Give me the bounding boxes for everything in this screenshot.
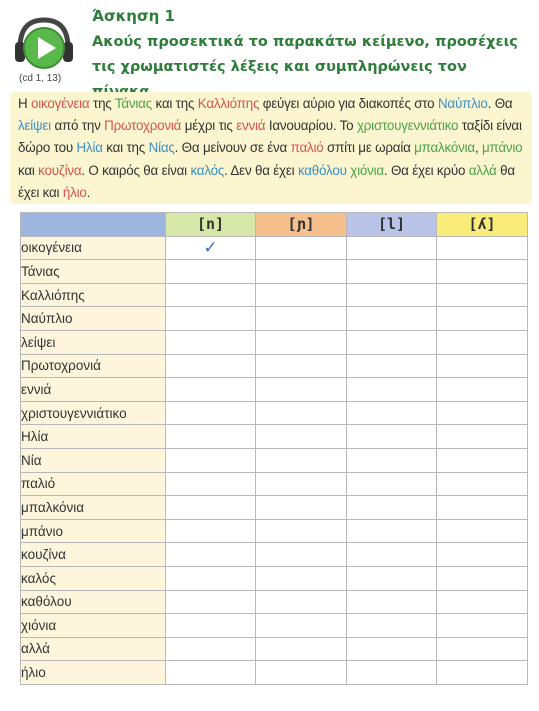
answer-cell-n[interactable] (166, 236, 256, 260)
highlight-word: μπάνιο (482, 140, 523, 156)
answer-cell-n[interactable] (166, 519, 256, 543)
answer-cell-palatal-l[interactable] (437, 661, 528, 685)
answer-cell-palatal-l[interactable] (437, 496, 528, 520)
answer-cell-palatal-n[interactable] (256, 307, 347, 331)
answer-cell-palatal-l[interactable] (437, 519, 528, 543)
answer-cell-palatal-l[interactable] (437, 472, 528, 496)
passage-text: σπίτι με ωραία (323, 140, 415, 156)
answer-cell-l[interactable] (347, 401, 437, 425)
answer-cell-palatal-n[interactable] (256, 637, 347, 661)
row-word: μπαλκόνια (21, 496, 166, 520)
sound-classification-table (20, 212, 528, 685)
table-row (21, 661, 528, 685)
highlight-word: Νίας (148, 140, 175, 156)
answer-cell-palatal-l[interactable] (437, 330, 528, 354)
answer-cell-n[interactable] (166, 496, 256, 520)
row-word: ήλιο (21, 661, 166, 685)
answer-cell-palatal-l[interactable] (437, 283, 528, 307)
row-word: Ναύπλιο (21, 307, 166, 331)
answer-cell-l[interactable] (347, 566, 437, 590)
answer-cell-palatal-n[interactable] (256, 448, 347, 472)
column-header-word (21, 213, 166, 237)
answer-cell-palatal-l[interactable] (437, 543, 528, 567)
table-row (21, 378, 528, 402)
answer-cell-l[interactable] (347, 614, 437, 638)
answer-cell-palatal-l[interactable] (437, 425, 528, 449)
answer-cell-palatal-n[interactable] (256, 425, 347, 449)
answer-cell-palatal-n[interactable] (256, 236, 347, 260)
passage-text: και της (102, 140, 149, 156)
instruction-line-2: τις χρωματιστές λέξεις και συμπληρώνεις τον (92, 59, 467, 75)
passage-text: . Θα έχει κρύο (383, 162, 469, 178)
passage-text: . Δεν θα έχει (224, 162, 298, 178)
answer-cell-n[interactable] (166, 543, 256, 567)
answer-cell-n[interactable] (166, 637, 256, 661)
row-word: εννιά (21, 378, 166, 402)
answer-cell-n[interactable] (166, 283, 256, 307)
row-word: αλλά (21, 637, 166, 661)
play-headphones-icon[interactable] (12, 14, 76, 74)
row-word: κουζίνα (21, 543, 166, 567)
highlight-word: Πρωτοχρονιά (104, 118, 182, 134)
answer-cell-palatal-l[interactable] (437, 448, 528, 472)
row-word: Νία (21, 448, 166, 472)
answer-cell-n[interactable] (166, 354, 256, 378)
passage-text: Η (18, 96, 31, 111)
table-row (21, 614, 528, 638)
table-row (21, 519, 528, 543)
passage-text: από την (50, 118, 105, 134)
highlight-word: λείψει (18, 118, 51, 134)
row-word: Ηλία (21, 425, 166, 449)
row-word: λείψει (21, 330, 166, 354)
passage-text: θα έχει και (18, 162, 515, 200)
answer-cell-palatal-n[interactable] (256, 661, 347, 685)
answer-cell-palatal-l[interactable] (437, 354, 528, 378)
table-row (21, 330, 528, 354)
highlight-word: Ναύπλιο (437, 96, 488, 111)
answer-cell-l[interactable] (347, 307, 437, 331)
highlight-word: Τάνιας (114, 96, 152, 111)
answer-cell-n[interactable] (166, 260, 256, 284)
passage-text: . Ο καιρός θα είναι (81, 162, 191, 178)
answer-cell-l[interactable] (347, 448, 437, 472)
answer-cell-l[interactable] (347, 661, 437, 685)
table-row (21, 401, 528, 425)
answer-cell-l[interactable] (347, 260, 437, 284)
answer-cell-n[interactable] (166, 307, 256, 331)
answer-cell-palatal-n[interactable] (256, 496, 347, 520)
table-row (21, 354, 528, 378)
row-word: καλός (21, 566, 166, 590)
answer-cell-palatal-n[interactable] (256, 614, 347, 638)
table-row (21, 260, 528, 284)
passage-text: και της (151, 96, 198, 111)
exercise-header (0, 0, 539, 92)
row-word: παλιό (21, 472, 166, 496)
answer-cell-l[interactable] (347, 330, 437, 354)
answer-cell-l[interactable] (347, 354, 437, 378)
answer-cell-palatal-n[interactable] (256, 566, 347, 590)
highlight-word: ήλιο (62, 184, 87, 200)
table-row (21, 307, 528, 331)
answer-cell-palatal-n[interactable] (256, 260, 347, 284)
answer-cell-palatal-l[interactable] (437, 236, 528, 260)
row-word: μπάνιο (21, 519, 166, 543)
table-header-row (21, 213, 528, 237)
row-word: Τάνιας (21, 260, 166, 284)
answer-cell-n[interactable] (166, 448, 256, 472)
highlight-word: Ηλία (76, 140, 103, 156)
instruction-line-1: Ακούς προσεκτικά το παρακάτω κείμενο, προσέχεις (92, 34, 518, 50)
answer-cell-l[interactable] (347, 496, 437, 520)
row-word: χριστουγεννιάτικο (21, 401, 166, 425)
table-row (21, 448, 528, 472)
passage-text: . Θα μείνουν σε ένα (174, 140, 291, 156)
answer-cell-n[interactable] (166, 425, 256, 449)
passage-text: . Θα (487, 96, 513, 111)
answer-cell-palatal-l[interactable] (437, 260, 528, 284)
highlight-word: παλιό (290, 140, 324, 156)
answer-cell-palatal-n[interactable] (256, 283, 347, 307)
answer-cell-l[interactable] (347, 543, 437, 567)
passage-text: ταξίδι είναι δώρο του (18, 118, 522, 156)
answer-cell-l[interactable] (347, 637, 437, 661)
highlight-word: εννιά (236, 118, 266, 134)
highlight-word: καθόλου (297, 162, 347, 178)
passage-text: μέχρι τις (181, 118, 237, 134)
answer-cell-l[interactable] (347, 236, 437, 260)
answer-cell-palatal-n[interactable] (256, 401, 347, 425)
highlight-word: μπαλκόνια (414, 140, 475, 156)
answer-cell-n[interactable] (166, 661, 256, 685)
table-row (21, 590, 528, 614)
answer-cell-palatal-n[interactable] (256, 519, 347, 543)
answer-cell-n[interactable] (166, 378, 256, 402)
answer-cell-palatal-n[interactable] (256, 354, 347, 378)
exercise-title: Άσκηση 1 (92, 7, 175, 25)
answer-cell-palatal-l[interactable] (437, 637, 528, 661)
column-header-n: [n] (166, 213, 256, 237)
answer-cell-l[interactable] (347, 378, 437, 402)
answer-cell-l[interactable] (347, 519, 437, 543)
table-row (21, 425, 528, 449)
answer-cell-palatal-l[interactable] (437, 307, 528, 331)
table-row (21, 637, 528, 661)
highlight-word: χριστουγεννιάτικο (356, 118, 459, 134)
table-row (21, 472, 528, 496)
passage-text: και (18, 162, 39, 178)
answer-cell-palatal-n[interactable] (256, 590, 347, 614)
table-row (21, 496, 528, 520)
answer-cell-palatal-l[interactable] (437, 590, 528, 614)
row-word: Πρωτοχρονιά (21, 354, 166, 378)
answer-cell-n[interactable] (166, 330, 256, 354)
answer-cell-n[interactable] (166, 401, 256, 425)
passage-text: , (474, 140, 482, 156)
passage-text: της (89, 96, 115, 111)
cd-track-label: (cd 1, 13) (19, 73, 62, 84)
answer-cell-l[interactable] (347, 590, 437, 614)
row-word: καθόλου (21, 590, 166, 614)
table-row (21, 236, 528, 260)
highlight-word: Καλλιόπης (197, 96, 260, 111)
row-word: χιόνια (21, 614, 166, 638)
highlight-word: χιόνια (350, 162, 384, 178)
column-header-palatal-l: [ʎ] (437, 213, 528, 237)
answer-cell-palatal-n[interactable] (256, 330, 347, 354)
answer-cell-palatal-n[interactable] (256, 472, 347, 496)
row-word: Καλλιόπης (21, 283, 166, 307)
passage-text: Ιανουαρίου. Το (265, 118, 357, 134)
reading-passage (10, 92, 532, 204)
answer-cell-palatal-l[interactable] (437, 378, 528, 402)
column-header-l: [l] (347, 213, 437, 237)
highlight-word: καλός (190, 162, 225, 178)
column-header-palatal-n: [ɲ] (256, 213, 347, 237)
answer-cell-n[interactable] (166, 614, 256, 638)
highlight-word: κουζίνα (38, 162, 82, 178)
answer-cell-l[interactable] (347, 283, 437, 307)
answer-cell-l[interactable] (347, 425, 437, 449)
table-row (21, 566, 528, 590)
highlight-word: αλλά (468, 162, 497, 178)
answer-cell-palatal-l[interactable] (437, 614, 528, 638)
row-word: οικογένεια (21, 236, 166, 260)
check-mark-icon: ✓ (203, 238, 218, 259)
answer-cell-n[interactable] (166, 566, 256, 590)
answer-cell-n[interactable] (166, 472, 256, 496)
answer-cell-n[interactable] (166, 590, 256, 614)
answer-cell-palatal-l[interactable] (437, 401, 528, 425)
highlight-word: οικογένεια (31, 96, 90, 111)
passage-text: . (86, 184, 91, 200)
table-row (21, 543, 528, 567)
answer-cell-l[interactable] (347, 472, 437, 496)
answer-cell-palatal-n[interactable] (256, 378, 347, 402)
answer-cell-palatal-l[interactable] (437, 566, 528, 590)
table-row (21, 283, 528, 307)
answer-cell-palatal-n[interactable] (256, 543, 347, 567)
passage-text: φεύγει αύριο για διακοπές στο (259, 96, 438, 111)
